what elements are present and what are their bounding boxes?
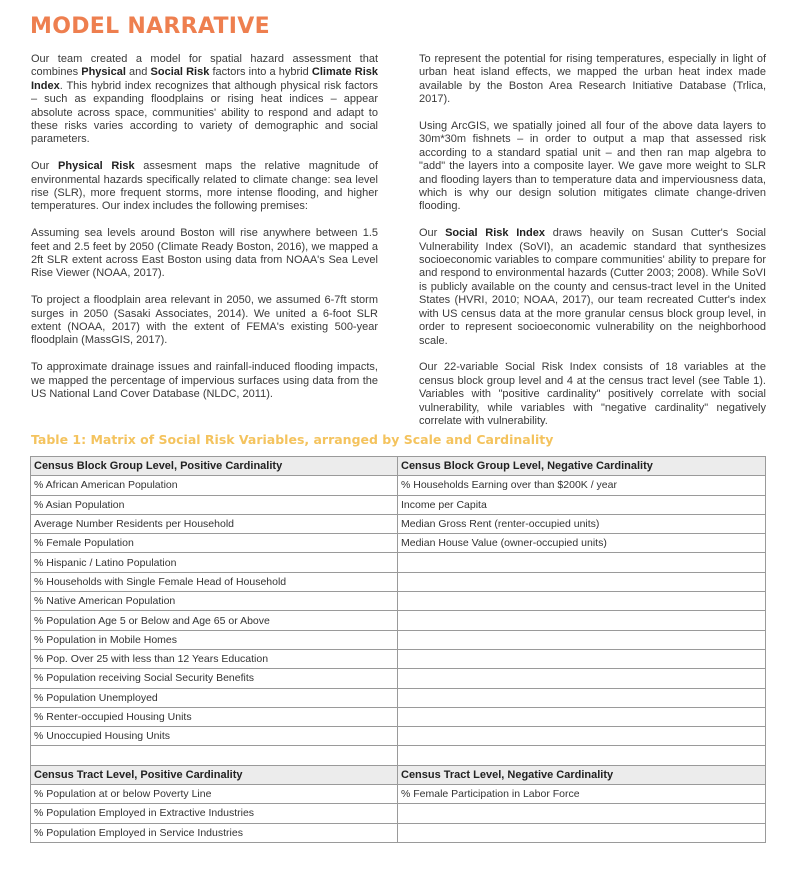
block-group-row	[31, 630, 766, 649]
block-group-header-row	[31, 457, 766, 476]
negative-variable-cell	[398, 592, 766, 611]
positive-variable-cell: % Population Employed in Service Industries	[31, 823, 398, 842]
negative-variable-cell: % Female Participation in Labor Force	[398, 785, 766, 804]
social-risk-matrix-table	[30, 456, 766, 843]
positive-variable-cell: % Native American Population	[31, 592, 398, 611]
positive-variable-cell: % Female Population	[31, 534, 398, 553]
tract-positive-header: Census Tract Level, Positive Cardinality	[31, 765, 398, 784]
tract-row	[31, 823, 766, 842]
block-group-row	[31, 495, 766, 514]
positive-variable-cell: Average Number Residents per Household	[31, 514, 398, 533]
left-column	[31, 53, 378, 415]
block-group-row	[31, 572, 766, 591]
tract-row	[31, 785, 766, 804]
right-column	[419, 53, 766, 442]
negative-variable-cell: Median House Value (owner-occupied units)	[398, 534, 766, 553]
variables-paragraph: Our 22-variable Social Risk Index consists of 18 variables at the census block group level and 4 at the census tract level (see Table 1). Variables with "positive cardinality" positively correlate with social vulnerability, while variables with "negative cardinality" negatively correlate with vulnerability.	[419, 361, 766, 427]
block-group-row	[31, 688, 766, 707]
negative-variable-cell: % Households Earning over than $200K / year	[398, 476, 766, 495]
positive-variable-cell: % African American Population	[31, 476, 398, 495]
block-group-row	[31, 553, 766, 572]
arcgis-paragraph: Using ArcGIS, we spatially joined all four of the above data layers to 30m*30m fishnets – in order to output a map that assessed risk according to a standard spatial unit – and then ran map algebra to "add" the layers into a composite layer. We gave more weight to SLR and flooding layers than to temperature data and imperviousness data, which is why our design solution mitigates climate change-driven flooding.	[419, 120, 766, 213]
social-risk-paragraph: Our Social Risk Index draws heavily on Susan Cutter's Social Vulnerability Index (SoVI), an academic standard that synthesizes socioeconomic variables to compare communities' ability to prepare for and respond to environmental hazards (Cutter 2003; 2008). While SoVI is publicly available on the county and census-tract level in the United States (HVRI, 2010; NOAA, 2017), our team recreated Cutter's index with US census data at the more granular census block group level, in order to represent socioeconomic vulnerability on the neighborhood scale.	[419, 227, 766, 347]
drainage-paragraph: To approximate drainage issues and rainfall-induced flooding impacts, we mapped the percentage of impervious surfaces using data from the US National Land Cover Database (NLDC, 2011).	[31, 361, 378, 401]
negative-variable-cell	[398, 804, 766, 823]
negative-variable-cell: Median Gross Rent (renter-occupied units)	[398, 514, 766, 533]
negative-variable-cell	[398, 553, 766, 572]
positive-variable-cell: % Hispanic / Latino Population	[31, 553, 398, 572]
positive-variable-cell: % Renter-occupied Housing Units	[31, 707, 398, 726]
physical-risk-paragraph: Our Physical Risk assesment maps the relative magnitude of environmental hazards specifically related to climate change: sea level rise (SLR), more frequent storms, more intense flooding, and higher temperatures. Our index includes the following premises:	[31, 160, 378, 213]
negative-variable-cell	[398, 707, 766, 726]
tract-row	[31, 804, 766, 823]
block-group-row	[31, 534, 766, 553]
positive-variable-cell: % Population Employed in Extractive Industries	[31, 804, 398, 823]
heat-paragraph: To represent the potential for rising temperatures, especially in light of urban heat island effects, we mapped the urban heat index made available by the Boston Area Research Initiative Database (Trlica, 2017).	[419, 53, 766, 106]
negative-variable-cell	[398, 630, 766, 649]
negative-variable-cell	[398, 669, 766, 688]
tract-negative-header: Census Tract Level, Negative Cardinality	[398, 765, 766, 784]
table-body	[31, 457, 766, 843]
negative-variable-cell	[398, 649, 766, 668]
spacer-row	[31, 746, 766, 765]
block-group-row	[31, 592, 766, 611]
positive-variable-cell: % Pop. Over 25 with less than 12 Years Education	[31, 649, 398, 668]
floodplain-paragraph: To project a floodplain area relevant in 2050, we assumed 6-7ft storm surges in 2050 (Sasaki Associates, 2014). We united a 6-foot SLR extent (NOAA, 2017) with the extent of FEMA's existing 500-year floodplain (MassGIS, 2017).	[31, 294, 378, 347]
block-group-row	[31, 611, 766, 630]
page-title: MODEL NARRATIVE	[30, 14, 270, 39]
block-group-negative-header: Census Block Group Level, Negative Cardinality	[398, 457, 766, 476]
block-group-row	[31, 669, 766, 688]
block-group-row	[31, 514, 766, 533]
sea-level-paragraph: Assuming sea levels around Boston will rise anywhere between 1.5 feet and 2.5 feet by 2050 (Climate Ready Boston, 2016), we mapped a 2ft SLR extent across East Boston using data from NOAA's Sea Level Rise Viewer (NOAA, 2017).	[31, 227, 378, 280]
negative-variable-cell	[398, 611, 766, 630]
positive-variable-cell: % Population in Mobile Homes	[31, 630, 398, 649]
negative-variable-cell	[398, 688, 766, 707]
positive-variable-cell: % Population Unemployed	[31, 688, 398, 707]
negative-variable-cell	[398, 727, 766, 746]
block-group-positive-header: Census Block Group Level, Positive Cardinality	[31, 457, 398, 476]
positive-variable-cell: % Households with Single Female Head of Household	[31, 572, 398, 591]
block-group-row	[31, 476, 766, 495]
block-group-row	[31, 649, 766, 668]
negative-variable-cell: Income per Capita	[398, 495, 766, 514]
positive-variable-cell: % Asian Population	[31, 495, 398, 514]
intro-paragraph: Our team created a model for spatial hazard assessment that combines Physical and Social Risk factors into a hybrid Climate Risk Index. This hybrid index recognizes that although physical risk factors – such as expanding floodplains or rising heat indices – appear absolute across space, communities' ability to respond and adapt to these risks varies according to variety of demographic and social parameters.	[31, 53, 379, 146]
block-group-row	[31, 727, 766, 746]
block-group-row	[31, 707, 766, 726]
positive-variable-cell: % Population Age 5 or Below and Age 65 or Above	[31, 611, 398, 630]
positive-variable-cell: % Population receiving Social Security Benefits	[31, 669, 398, 688]
table-title: Table 1: Matrix of Social Risk Variables, arranged by Scale and Cardinality	[31, 432, 554, 447]
positive-variable-cell: % Population at or below Poverty Line	[31, 785, 398, 804]
tract-header-row	[31, 765, 766, 784]
negative-variable-cell	[398, 572, 766, 591]
negative-variable-cell	[398, 823, 766, 842]
positive-variable-cell: % Unoccupied Housing Units	[31, 727, 398, 746]
